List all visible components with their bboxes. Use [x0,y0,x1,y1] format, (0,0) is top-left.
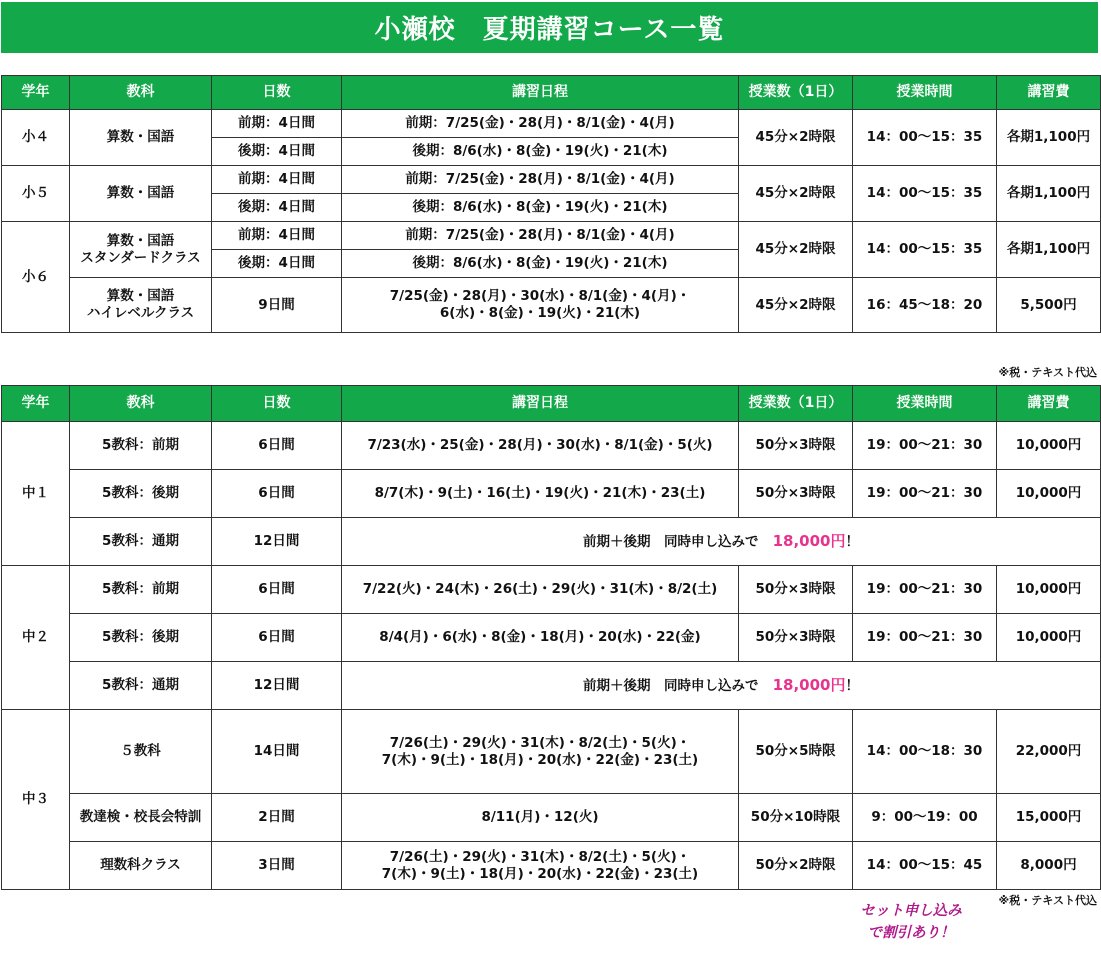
fee-cell: 10,000円 [997,470,1101,518]
time-cell: 14：00〜15：35 [853,166,997,222]
grade-cell: 小５ [2,166,70,222]
table-row [2,110,1101,138]
table-header-row [2,386,1101,422]
header-grade: 学年 [2,76,70,110]
schedule-cell: 後期：8/6(水)・8(金)・19(火)・21(木) [342,250,739,278]
days-cell: 前期：4日間 [212,166,342,194]
days-cell: 3日間 [212,842,342,890]
table-row [2,662,1101,710]
fee-cell: 15,000円 [997,794,1101,842]
fee-cell: 22,000円 [997,710,1101,794]
header-time: 授業時間 [853,76,997,110]
subject-cell: 算数・国語 [70,166,212,222]
grade-cell: 中１ [2,422,70,566]
subject-cell: 5教科：前期 [70,422,212,470]
lessons-cell: 45分×2時限 [739,166,853,222]
header-subject: 教科 [70,76,212,110]
fee-cell: 各期1,100円 [997,166,1101,222]
time-cell: 14：00〜15：35 [853,110,997,166]
table-row [2,842,1101,890]
time-cell: 14：00〜15：35 [853,222,997,278]
subject-line: スタンダードクラス [80,249,201,266]
set-discount-cell [342,662,1101,710]
tax-note: ※税・テキスト代込 [998,366,1097,379]
table-row [2,422,1101,470]
days-cell: 6日間 [212,614,342,662]
subject-line: 算数・国語 [106,288,175,305]
days-cell: 前期：4日間 [212,222,342,250]
header-schedule: 講習日程 [342,386,739,422]
lessons-cell: 45分×2時限 [739,222,853,278]
time-cell: 14：00〜15：45 [853,842,997,890]
subject-cell: 教達検・校長会特訓 [70,794,212,842]
time-cell: 14：00〜18：30 [853,710,997,794]
set-note-line: で割引あり！ [867,924,955,941]
table-header-row [2,76,1101,110]
subject-cell: 5教科：通期 [70,662,212,710]
header-fee: 講習費 [997,386,1101,422]
time-cell: 19：00〜21：30 [853,566,997,614]
fee-cell: 10,000円 [997,422,1101,470]
schedule-cell: 前期：7/25(金)・28(月)・8/1(金)・4(月) [342,110,739,138]
schedule-line: 7(木)・9(土)・18(月)・20(水)・22(金)・23(土) [381,865,699,882]
lessons-cell: 45分×2時限 [739,278,853,333]
fee-cell: 8,000円 [997,842,1101,890]
fee-cell: 10,000円 [997,566,1101,614]
time-cell: 19：00〜21：30 [853,470,997,518]
lessons-cell: 50分×10時限 [739,794,853,842]
header-lessons: 授業数（1日） [739,76,853,110]
subject-line: ハイレベルクラス [86,305,195,321]
set-discount-price: 18,000円 [772,532,846,551]
days-cell: 前期：4日間 [212,110,342,138]
table-row [2,222,1101,250]
table-row [2,518,1101,566]
days-cell: 12日間 [212,662,342,710]
header-days: 日数 [212,76,342,110]
schedule-cell: 前期：7/25(金)・28(月)・8/1(金)・4(月) [342,166,739,194]
subject-cell [70,278,212,333]
schedule-cell: 7/22(火)・24(木)・26(土)・29(火)・31(木)・8/2(土) [342,566,739,614]
header-lessons: 授業数（1日） [739,386,853,422]
schedule-cell: 8/4(月)・6(水)・8(金)・18(月)・20(水)・22(金) [342,614,739,662]
lessons-cell: 50分×5時限 [739,710,853,794]
lessons-cell: 50分×3時限 [739,614,853,662]
schedule-line: 6(水)・8(金)・19(火)・21(木) [439,305,641,321]
days-cell: 12日間 [212,518,342,566]
time-cell: 9：00〜19：00 [853,794,997,842]
table-row [2,278,1101,333]
schedule-line: 7(木)・9(土)・18(月)・20(水)・22(金)・23(土) [381,751,699,768]
fee-cell: 各期1,100円 [997,222,1101,278]
lessons-cell: 50分×3時限 [739,470,853,518]
fee-cell: 各期1,100円 [997,110,1101,166]
schedule-line: 7/26(土)・29(火)・31(木)・8/2(土)・5(火)・ [389,848,691,865]
set-discount-cell [342,518,1101,566]
subject-cell [70,222,212,278]
days-cell: 後期：4日間 [212,138,342,166]
lessons-cell: 45分×2時限 [739,110,853,166]
set-note-line: セット申し込み [860,903,962,919]
header-days: 日数 [212,386,342,422]
set-discount-excl: ！ [845,534,859,551]
middle-course-table [1,385,1101,890]
days-cell: 6日間 [212,422,342,470]
days-cell: 6日間 [212,470,342,518]
header-grade: 学年 [2,386,70,422]
header-subject: 教科 [70,386,212,422]
table-row [2,470,1101,518]
set-discount-text: 前期＋後期 同時申し込みで [583,678,759,695]
schedule-cell [342,710,739,794]
fee-cell: 10,000円 [997,614,1101,662]
subject-cell: 5教科：後期 [70,470,212,518]
schedule-line: 7/25(金)・28(月)・30(水)・8/1(金)・4(月)・ [389,288,691,305]
table-row [2,794,1101,842]
subject-cell: 5教科：前期 [70,566,212,614]
subject-cell: 5教科：後期 [70,614,212,662]
table-row [2,166,1101,194]
header-time: 授業時間 [853,386,997,422]
fee-cell: 5,500円 [997,278,1101,333]
schedule-cell: 後期：8/6(水)・8(金)・19(火)・21(木) [342,194,739,222]
subject-cell: ５教科 [70,710,212,794]
lessons-cell: 50分×3時限 [739,566,853,614]
schedule-cell [342,842,739,890]
subject-cell: 理数科クラス [70,842,212,890]
page-title: 小瀬校 夏期講習コース一覧 [1,2,1098,53]
subject-line: 算数・国語 [106,232,175,249]
days-cell: 後期：4日間 [212,250,342,278]
header-schedule: 講習日程 [342,76,739,110]
set-discount-note [836,901,986,945]
schedule-cell: 7/23(水)・25(金)・28(月)・30(水)・8/1(金)・5(火) [342,422,739,470]
schedule-cell: 後期：8/6(水)・8(金)・19(火)・21(木) [342,138,739,166]
time-cell: 19：00〜21：30 [853,614,997,662]
lessons-cell: 50分×2時限 [739,842,853,890]
subject-cell: 5教科：通期 [70,518,212,566]
grade-cell: 中２ [2,566,70,710]
grade-cell: 中３ [2,710,70,890]
schedule-line: 7/26(土)・29(火)・31(木)・8/2(土)・5(火)・ [389,734,691,751]
subject-cell: 算数・国語 [70,110,212,166]
days-cell: 14日間 [212,710,342,794]
set-discount-price: 18,000円 [772,676,846,695]
lessons-cell: 50分×3時限 [739,422,853,470]
days-cell: 6日間 [212,566,342,614]
set-discount-excl: ！ [845,678,859,695]
time-cell: 19：00〜21：30 [853,422,997,470]
time-cell: 16：45〜18：20 [853,278,997,333]
grade-cell: 小４ [2,110,70,166]
elementary-course-table [1,75,1101,333]
tax-note: ※税・テキスト代込 [998,894,1097,907]
schedule-cell [342,278,739,333]
days-cell: 9日間 [212,278,342,333]
schedule-cell: 8/7(木)・9(土)・16(土)・19(火)・21(木)・23(土) [342,470,739,518]
days-cell: 後期：4日間 [212,194,342,222]
set-discount-text: 前期＋後期 同時申し込みで [583,534,759,551]
schedule-cell: 8/11(月)・12(火) [342,794,739,842]
schedule-cell: 前期：7/25(金)・28(月)・8/1(金)・4(月) [342,222,739,250]
table-row [2,566,1101,614]
grade-cell: 小６ [2,222,70,333]
days-cell: 2日間 [212,794,342,842]
table-row [2,710,1101,794]
table-row [2,614,1101,662]
header-fee: 講習費 [997,76,1101,110]
